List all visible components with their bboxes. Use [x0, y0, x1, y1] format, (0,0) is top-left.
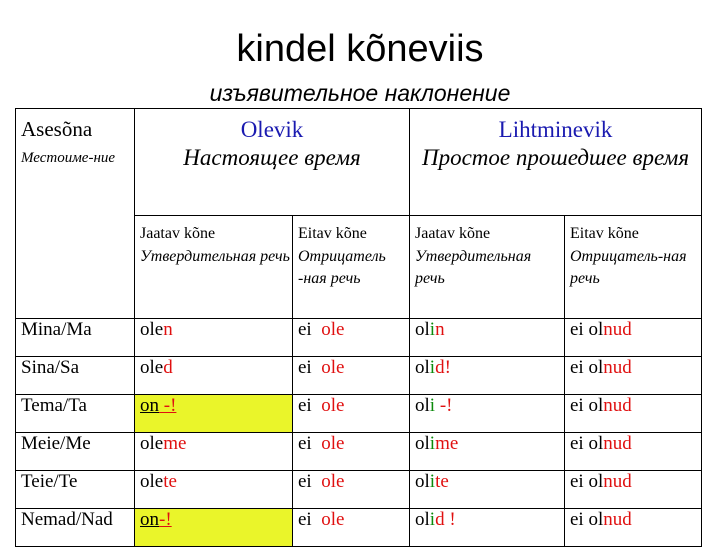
- verb-stem: ol: [415, 319, 430, 340]
- negation-particle: ei: [570, 395, 584, 416]
- table-row: [16, 395, 702, 433]
- verb-ending: nud: [603, 471, 632, 492]
- present-tense-header: [135, 109, 410, 216]
- past-affirmative-cell: [410, 509, 565, 547]
- verb-ending: d: [163, 357, 173, 378]
- verb-stem: ole: [140, 433, 164, 454]
- negation-particle: ei: [298, 395, 312, 416]
- present-negative-cell: [293, 357, 410, 395]
- past-affirmative-cell: [410, 319, 565, 357]
- past-tense-ru: Простое прошедшее время: [421, 145, 690, 170]
- pronoun-header-cell: [16, 109, 135, 319]
- verb-form: ole: [321, 433, 345, 454]
- past-tense-header: [410, 109, 702, 216]
- past-tense-et: Lihtminevik: [498, 117, 613, 142]
- past-negative-header: [565, 216, 702, 319]
- present-affirmative-cell: [135, 471, 293, 509]
- verb-ending: d !: [435, 509, 456, 530]
- negative-label-ru: Отрицатель-ная речь: [570, 248, 687, 287]
- negation-particle: ei: [298, 471, 312, 492]
- pronoun-cell: Meie/Me: [16, 433, 135, 471]
- pronoun-cell: Teie/Te: [16, 471, 135, 509]
- verb-form: ole: [321, 357, 345, 378]
- verb-ending: -!: [159, 509, 172, 530]
- past-negative-cell: [565, 319, 702, 357]
- page-title: kindel kõneviis: [236, 28, 484, 70]
- past-marker: i: [429, 509, 436, 530]
- past-negative-cell: [565, 433, 702, 471]
- present-affirmative-cell: [135, 357, 293, 395]
- past-affirmative-header: [410, 216, 565, 319]
- pronoun-header-ru: Местоиме-ние: [21, 150, 116, 166]
- negation-particle: ei: [570, 357, 584, 378]
- pronoun-cell: Sina/Sa: [16, 357, 135, 395]
- verb-stem: ol: [588, 433, 604, 454]
- verb-stem: ol: [415, 433, 430, 454]
- present-negative-cell: [293, 509, 410, 547]
- pronoun-cell: Nemad/Nad: [16, 509, 135, 547]
- negative-label-et: Eitav kõne: [570, 225, 639, 242]
- negation-particle: ei: [298, 509, 312, 530]
- past-negative-cell: [565, 357, 702, 395]
- verb-stem: ole: [140, 471, 164, 492]
- verb-stem: ol: [588, 357, 604, 378]
- table-row: [16, 319, 702, 357]
- header-row-tense: [16, 109, 702, 216]
- verb-stem: ole: [140, 319, 164, 340]
- page-subtitle: изъявительное наклонение: [209, 80, 511, 106]
- present-tense-et: Olevik: [240, 117, 304, 142]
- past-negative-cell: [565, 395, 702, 433]
- verb-ending: me: [435, 433, 459, 454]
- past-affirmative-cell: [410, 395, 565, 433]
- table-row: [16, 433, 702, 471]
- verb-stem: ol: [588, 509, 604, 530]
- verb-form: ole: [321, 319, 345, 340]
- verb-ending: nud: [603, 395, 632, 416]
- past-negative-cell: [565, 471, 702, 509]
- pronoun-header-et: Asesõna: [21, 117, 93, 141]
- verb-stem: ol: [588, 471, 604, 492]
- pronoun-cell: Mina/Ma: [16, 319, 135, 357]
- verb-ending: te: [163, 471, 177, 492]
- verb-ending: d!: [435, 357, 451, 378]
- negative-label-et: Eitav kõne: [298, 225, 367, 242]
- verb-ending: nud: [603, 509, 632, 530]
- negation-particle: ei: [298, 357, 312, 378]
- negation-particle: ei: [570, 319, 584, 340]
- present-negative-cell: [293, 395, 410, 433]
- present-negative-cell: [293, 319, 410, 357]
- past-negative-cell: [565, 509, 702, 547]
- verb-form: ole: [321, 471, 345, 492]
- present-affirmative-cell: [135, 433, 293, 471]
- verb-stem: on: [140, 509, 159, 530]
- table-row: [16, 357, 702, 395]
- present-negative-header: [293, 216, 410, 319]
- verb-form: ole: [321, 395, 345, 416]
- affirmative-label-ru: Утвердительная речь: [140, 248, 290, 265]
- verb-stem: ole: [140, 357, 164, 378]
- negation-particle: ei: [570, 433, 584, 454]
- present-affirmative-cell: [135, 395, 293, 433]
- verb-ending: n: [163, 319, 173, 340]
- verb-ending: te: [435, 471, 449, 492]
- negative-label-ru: Отрицатель -ная речь: [298, 248, 386, 287]
- verb-stem: ol: [588, 319, 604, 340]
- past-affirmative-cell: [410, 471, 565, 509]
- past-marker: i: [429, 471, 436, 492]
- present-affirmative-header: [135, 216, 293, 319]
- verb-ending: me: [163, 433, 187, 454]
- table-row: [16, 471, 702, 509]
- verb-stem: ol: [588, 395, 604, 416]
- affirmative-label-et: Jaatav kõne: [140, 225, 216, 242]
- verb-stem: ol: [415, 357, 430, 378]
- past-marker: i: [429, 433, 436, 454]
- negation-particle: ei: [298, 433, 312, 454]
- past-marker: i: [429, 319, 436, 340]
- verb-stem: ol: [415, 509, 430, 530]
- verb-form: ole: [321, 509, 345, 530]
- affirmative-label-ru: Утвердительная речь: [415, 248, 532, 287]
- verb-ending: n: [435, 319, 445, 340]
- negation-particle: ei: [298, 319, 312, 340]
- verb-stem: ol: [415, 395, 430, 416]
- verb-ending: -!: [435, 395, 453, 416]
- verb-ending: nud: [603, 357, 632, 378]
- present-negative-cell: [293, 433, 410, 471]
- affirmative-label-et: Jaatav kõne: [415, 225, 491, 242]
- present-affirmative-cell: [135, 319, 293, 357]
- verb-ending: -!: [159, 395, 177, 416]
- present-negative-cell: [293, 471, 410, 509]
- verb-stem: on: [140, 395, 159, 416]
- verb-stem: ol: [415, 471, 430, 492]
- negation-particle: ei: [570, 509, 584, 530]
- past-affirmative-cell: [410, 357, 565, 395]
- verb-ending: nud: [603, 433, 632, 454]
- negation-particle: ei: [570, 471, 584, 492]
- present-tense-ru: Настоящее время: [183, 145, 361, 170]
- table-row: [16, 509, 702, 547]
- past-marker: i: [429, 357, 436, 378]
- past-affirmative-cell: [410, 433, 565, 471]
- past-marker: i: [429, 395, 436, 416]
- present-affirmative-cell: [135, 509, 293, 547]
- conjugation-table: [15, 108, 702, 547]
- pronoun-cell: Tema/Ta: [16, 395, 135, 433]
- verb-ending: nud: [603, 319, 632, 340]
